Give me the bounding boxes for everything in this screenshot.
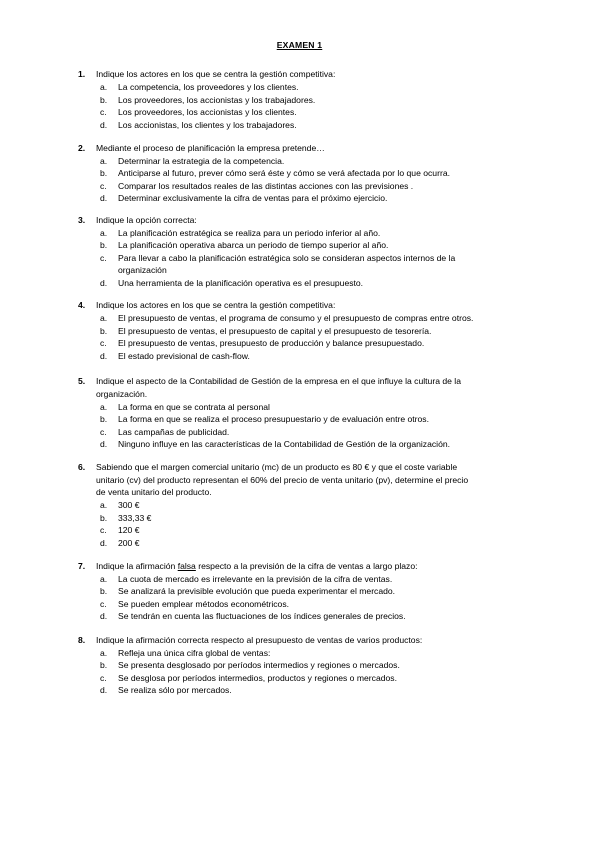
question-text [96,560,526,572]
option-text: Se presenta desglosado por períodos intermedios y regiones o mercados. [118,660,400,670]
option-letter: b. [100,325,108,336]
option-letter: d. [100,277,108,288]
question-text: Indique los actores en los que se centra la gestión competitiva: [96,300,336,310]
option-text: La forma en que se contrata al personal [118,401,270,412]
option-text: Se desglosa por períodos intermedios, productos y regiones o mercados. [118,672,397,683]
option-text: Las campañas de publicidad. [118,426,230,437]
option-letter: b. [100,512,108,523]
option-text: Se realiza sólo por mercados. [118,685,232,695]
option-text: Los proveedores, los accionistas y los trabajadores. [118,94,316,105]
option-letter: a. [100,573,108,584]
option-letter: a. [100,647,108,658]
option-letter: d. [100,119,108,130]
option-letter: b. [100,586,108,596]
option-text: 333,33 € [118,512,152,523]
option-letter: a. [100,82,108,92]
option-text: El presupuesto de ventas, el presupuesto de capital y el presupuesto de tesorería. [118,325,432,336]
question-number: 8. [78,635,86,645]
option-letter: c. [100,338,107,348]
question-text: unitario (cv) del producto representan el 60% del precio de venta unitario (pv), determine el precio [96,474,469,485]
option-text: Comparar los resultados reales de las distintas acciones con las previsiones . [118,180,414,191]
option-letter: b. [100,94,108,105]
option-letter: d. [100,439,108,449]
underlined-keyword: falsa [177,561,196,571]
question-number: 7. [78,561,86,571]
question-number: 3. [78,215,86,225]
option-letter: b. [100,168,108,178]
option-text: Se analizará la previsible evolución que pueda experimentar el mercado. [118,586,396,596]
option-letter: b. [100,240,108,250]
question-text: organización. [96,388,148,399]
question-text: Indique la afirmación correcta respecto al presupuesto de ventas de varios productos: [96,635,423,645]
option-text: Determinar la estrategia de la competencia. [118,155,285,166]
question-number: 5. [78,376,86,386]
option-text: La cuota de mercado es irrelevante en la previsión de la cifra de ventas. [118,573,393,584]
option-letter: b. [100,414,108,424]
option-letter: d. [100,193,108,203]
option-letter: d. [100,611,108,621]
option-text: La forma en que se realiza el proceso presupuestario y de evaluación entre otros. [118,414,429,424]
option-text: 300 € [118,500,140,510]
question-text-part: respecto a la previsión de la cifra de ventas a largo plazo: [195,561,418,571]
option-letter: c. [100,107,107,117]
option-letter: a. [100,500,108,510]
option-text: La planificación estratégica se realiza para un periodo inferior al año. [118,227,381,238]
option-letter: d. [100,685,108,695]
option-letter: a. [100,155,108,166]
question-text: de venta unitario del producto. [96,487,212,497]
option-text: El presupuesto de ventas, el programa de consumo y el presupuesto de compras entre otros. [118,313,474,323]
option-text: Se pueden emplear métodos econométricos. [118,598,290,609]
option-letter: d. [100,537,108,548]
option-text: 200 € [118,537,140,548]
question-text: Mediante el proceso de planificación la empresa pretende… [96,143,325,153]
option-letter: a. [100,401,108,412]
option-text: 120 € [118,525,140,535]
option-text-continuation: organización [118,265,167,275]
option-letter: a. [100,313,108,323]
option-text: El estado previsional de cash-flow. [118,350,250,361]
option-letter: c. [100,672,107,683]
option-text: La competencia, los proveedores y los clientes. [118,82,299,92]
option-letter: c. [100,598,107,609]
option-letter: d. [100,350,108,361]
option-text: Ninguno influye en las características de la Contabilidad de Gestión de la organización. [118,439,451,449]
option-text: El presupuesto de ventas, presupuesto de producción y balance presupuestado. [118,338,425,348]
question-text: Indique la opción correcta: [96,215,197,225]
option-letter: c. [100,252,107,263]
option-letter: c. [100,426,107,437]
option-text: Para llevar a cabo la planificación estratégica solo se consideran aspectos internos de la [118,252,456,263]
question-text: Indique los actores en los que se centra la gestión competitiva: [96,69,336,79]
option-text: La planificación operativa abarca un periodo de tiempo superior al año. [118,240,389,250]
option-text: Los proveedores, los accionistas y los clientes. [118,107,297,117]
option-text: Refleja una única cifra global de ventas: [118,647,271,658]
option-letter: b. [100,660,108,670]
question-text-part: Indique la afirmación [96,561,178,571]
question-text: Indique el aspecto de la Contabilidad de Gestión de la empresa en el que influye la cultura de la [96,376,461,386]
option-text: Anticiparse al futuro, prever cómo será éste y cómo se verá afectada por lo que ocurra. [118,168,450,178]
question-number: 6. [78,462,86,472]
option-text: Los accionistas, los clientes y los trabajadores. [118,119,297,130]
option-letter: c. [100,180,107,191]
question-text: Sabiendo que el margen comercial unitario (mc) de un producto es 80 € y que el coste variable [96,462,458,472]
option-text: Una herramienta de la planificación operativa es el presupuesto. [118,277,364,288]
exam-title: EXAMEN 1 [276,40,323,50]
question-number: 4. [78,300,86,310]
option-text: Se tendrán en cuenta las fluctuaciones de los índices generales de precios. [118,611,406,621]
option-text: Determinar exclusivamente la cifra de ventas para el próximo ejercicio. [118,193,388,203]
question-number: 1. [78,69,86,79]
question-number: 2. [78,143,86,153]
option-letter: a. [100,227,108,238]
option-letter: c. [100,525,107,535]
